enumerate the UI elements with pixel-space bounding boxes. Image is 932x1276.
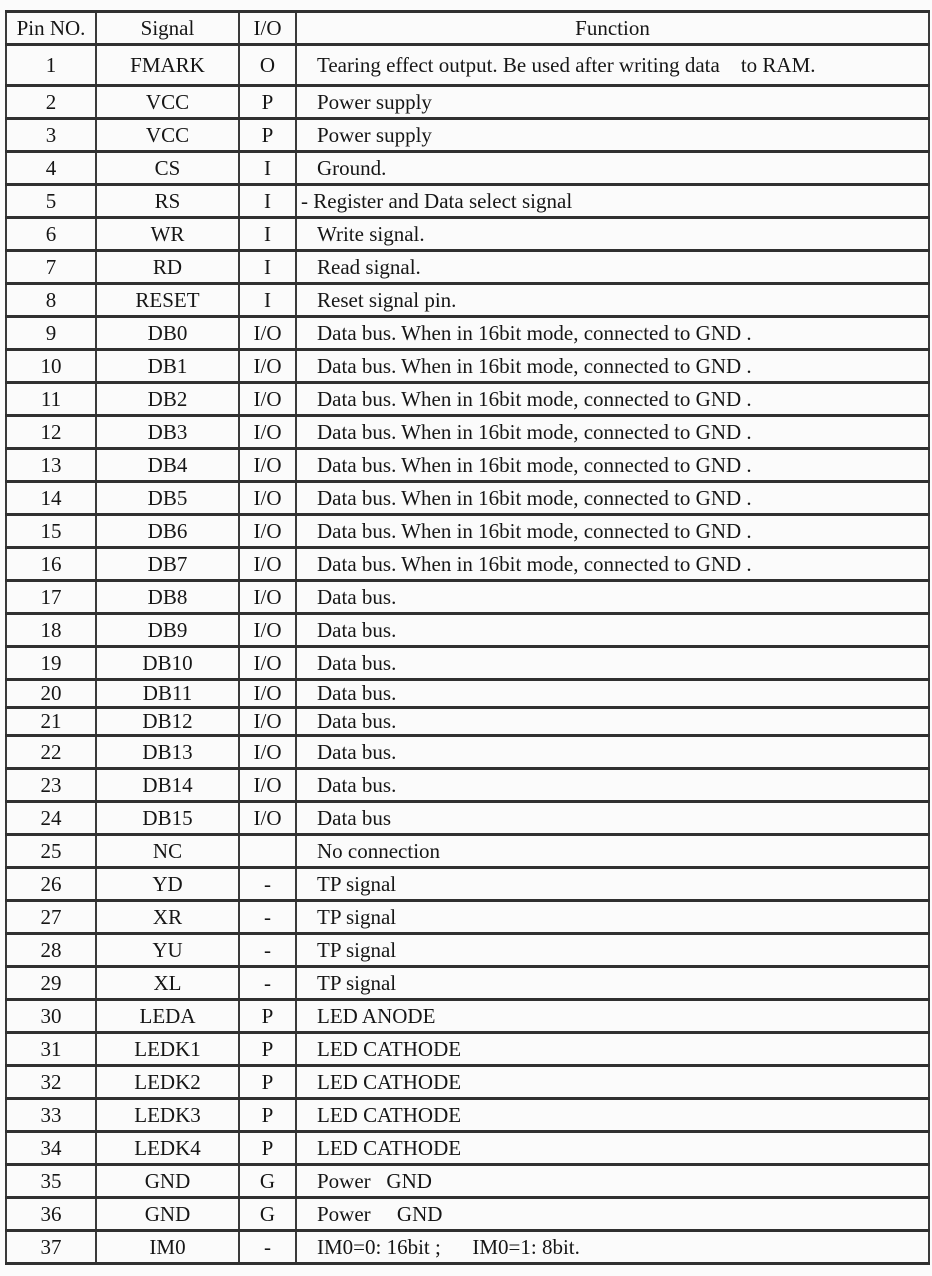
function-cell: Data bus. When in 16bit mode, connected to GND .	[296, 416, 929, 449]
io-cell: I	[239, 152, 296, 185]
function-cell: Power GND	[296, 1198, 929, 1231]
io-cell: P	[239, 1066, 296, 1099]
signal-cell: IM0	[96, 1231, 239, 1264]
io-cell: I/O	[239, 350, 296, 383]
pin-cell: 33	[6, 1099, 96, 1132]
io-cell: I	[239, 251, 296, 284]
signal-cell: DB13	[96, 736, 239, 769]
table-row	[6, 119, 929, 152]
table-row	[6, 680, 929, 708]
table-row	[6, 1000, 929, 1033]
signal-cell: LEDK2	[96, 1066, 239, 1099]
function-cell: TP signal	[296, 868, 929, 901]
table-row	[6, 1099, 929, 1132]
table-row	[6, 383, 929, 416]
io-cell: I/O	[239, 769, 296, 802]
function-cell: Data bus.	[296, 581, 929, 614]
function-cell: Data bus. When in 16bit mode, connected to GND .	[296, 383, 929, 416]
function-cell: Power GND	[296, 1165, 929, 1198]
signal-cell: LEDA	[96, 1000, 239, 1033]
pin-cell: 21	[6, 708, 96, 736]
pin-cell: 2	[6, 86, 96, 119]
pin-cell: 35	[6, 1165, 96, 1198]
pin-cell: 20	[6, 680, 96, 708]
signal-cell: DB15	[96, 802, 239, 835]
pin-cell: 36	[6, 1198, 96, 1231]
io-cell: I	[239, 218, 296, 251]
table-row	[6, 482, 929, 515]
function-cell: No connection	[296, 835, 929, 868]
pin-cell: 37	[6, 1231, 96, 1264]
pin-cell: 30	[6, 1000, 96, 1033]
table-row	[6, 45, 929, 86]
column-header-signal: Signal	[96, 12, 239, 45]
table-row	[6, 1231, 929, 1264]
function-cell: Data bus. When in 16bit mode, connected to GND .	[296, 515, 929, 548]
signal-cell: YD	[96, 868, 239, 901]
function-cell: Data bus.	[296, 769, 929, 802]
table-row	[6, 1033, 929, 1066]
pin-cell: 27	[6, 901, 96, 934]
table-row	[6, 548, 929, 581]
function-cell: Power supply	[296, 86, 929, 119]
pin-cell: 28	[6, 934, 96, 967]
table-row	[6, 647, 929, 680]
table-row	[6, 802, 929, 835]
table-row	[6, 449, 929, 482]
signal-cell: DB2	[96, 383, 239, 416]
function-cell: Write signal.	[296, 218, 929, 251]
function-cell: Read signal.	[296, 251, 929, 284]
signal-cell: DB14	[96, 769, 239, 802]
io-cell: I	[239, 185, 296, 218]
function-cell: Data bus. When in 16bit mode, connected to GND .	[296, 482, 929, 515]
pin-cell: 32	[6, 1066, 96, 1099]
table-row	[6, 581, 929, 614]
io-cell: I/O	[239, 802, 296, 835]
table-row	[6, 284, 929, 317]
table-body	[6, 45, 929, 1264]
signal-cell: RD	[96, 251, 239, 284]
io-cell: -	[239, 967, 296, 1000]
io-cell: -	[239, 934, 296, 967]
table-row	[6, 934, 929, 967]
pin-cell: 3	[6, 119, 96, 152]
function-cell: Data bus.	[296, 614, 929, 647]
signal-cell: LEDK3	[96, 1099, 239, 1132]
pin-cell: 34	[6, 1132, 96, 1165]
pin-cell: 23	[6, 769, 96, 802]
function-cell: Data bus. When in 16bit mode, connected to GND .	[296, 548, 929, 581]
function-cell: Power supply	[296, 119, 929, 152]
pin-cell: 7	[6, 251, 96, 284]
table-row	[6, 708, 929, 736]
function-cell: LED CATHODE	[296, 1132, 929, 1165]
pin-cell: 15	[6, 515, 96, 548]
table-row	[6, 185, 929, 218]
pin-cell: 12	[6, 416, 96, 449]
pin-cell: 4	[6, 152, 96, 185]
table-row	[6, 868, 929, 901]
signal-cell: DB7	[96, 548, 239, 581]
function-cell: Reset signal pin.	[296, 284, 929, 317]
table-row	[6, 515, 929, 548]
io-cell: G	[239, 1165, 296, 1198]
signal-cell: NC	[96, 835, 239, 868]
column-header-io: I/O	[239, 12, 296, 45]
table-row	[6, 835, 929, 868]
signal-cell: GND	[96, 1165, 239, 1198]
column-header-pin-no: Pin NO.	[6, 12, 96, 45]
pin-cell: 13	[6, 449, 96, 482]
signal-cell: DB12	[96, 708, 239, 736]
io-cell: I/O	[239, 708, 296, 736]
table-row	[6, 416, 929, 449]
function-cell: Data bus.	[296, 647, 929, 680]
table-row	[6, 736, 929, 769]
io-cell: P	[239, 1132, 296, 1165]
table-row	[6, 218, 929, 251]
column-header-function: Function	[296, 12, 929, 45]
header-row	[6, 12, 929, 45]
table-row	[6, 1165, 929, 1198]
function-cell: LED CATHODE	[296, 1033, 929, 1066]
pin-cell: 22	[6, 736, 96, 769]
table-row	[6, 317, 929, 350]
function-cell: TP signal	[296, 901, 929, 934]
signal-cell: DB8	[96, 581, 239, 614]
io-cell: P	[239, 1099, 296, 1132]
pin-cell: 8	[6, 284, 96, 317]
signal-cell: WR	[96, 218, 239, 251]
io-cell: I/O	[239, 548, 296, 581]
pin-cell: 31	[6, 1033, 96, 1066]
pin-cell: 1	[6, 45, 96, 86]
signal-cell: DB1	[96, 350, 239, 383]
function-cell: - Register and Data select signal	[296, 185, 929, 218]
pin-function-table	[5, 10, 930, 1265]
pin-cell: 11	[6, 383, 96, 416]
function-cell: IM0=0: 16bit ; IM0=1: 8bit.	[296, 1231, 929, 1264]
function-cell: Data bus.	[296, 736, 929, 769]
io-cell: I/O	[239, 482, 296, 515]
io-cell: I/O	[239, 416, 296, 449]
signal-cell: RS	[96, 185, 239, 218]
table-row	[6, 350, 929, 383]
io-cell: I/O	[239, 647, 296, 680]
io-cell: O	[239, 45, 296, 86]
signal-cell: DB6	[96, 515, 239, 548]
function-cell: LED CATHODE	[296, 1066, 929, 1099]
function-cell: LED ANODE	[296, 1000, 929, 1033]
table-row	[6, 1066, 929, 1099]
pin-cell: 17	[6, 581, 96, 614]
pin-cell: 9	[6, 317, 96, 350]
pin-cell: 26	[6, 868, 96, 901]
table-row	[6, 614, 929, 647]
io-cell: P	[239, 86, 296, 119]
signal-cell: DB3	[96, 416, 239, 449]
io-cell: I/O	[239, 581, 296, 614]
pin-cell: 29	[6, 967, 96, 1000]
pin-cell: 19	[6, 647, 96, 680]
pin-cell: 10	[6, 350, 96, 383]
signal-cell: FMARK	[96, 45, 239, 86]
pin-cell: 6	[6, 218, 96, 251]
table-row	[6, 1132, 929, 1165]
io-cell: P	[239, 119, 296, 152]
function-cell: TP signal	[296, 967, 929, 1000]
table-row	[6, 152, 929, 185]
table-row	[6, 769, 929, 802]
signal-cell: XR	[96, 901, 239, 934]
io-cell: -	[239, 901, 296, 934]
function-cell: Data bus.	[296, 708, 929, 736]
signal-cell: RESET	[96, 284, 239, 317]
signal-cell: DB11	[96, 680, 239, 708]
signal-cell: VCC	[96, 119, 239, 152]
signal-cell: YU	[96, 934, 239, 967]
signal-cell: LEDK1	[96, 1033, 239, 1066]
signal-cell: DB9	[96, 614, 239, 647]
io-cell: I/O	[239, 680, 296, 708]
table-row	[6, 901, 929, 934]
signal-cell: XL	[96, 967, 239, 1000]
table-row	[6, 86, 929, 119]
signal-cell: DB4	[96, 449, 239, 482]
pin-cell: 18	[6, 614, 96, 647]
signal-cell: DB0	[96, 317, 239, 350]
function-cell: Ground.	[296, 152, 929, 185]
function-cell: Tearing effect output. Be used after writing data to RAM.	[296, 45, 929, 86]
io-cell: G	[239, 1198, 296, 1231]
pin-cell: 25	[6, 835, 96, 868]
signal-cell: VCC	[96, 86, 239, 119]
io-cell: I	[239, 284, 296, 317]
signal-cell: GND	[96, 1198, 239, 1231]
io-cell: -	[239, 868, 296, 901]
pin-cell: 14	[6, 482, 96, 515]
io-cell: I/O	[239, 614, 296, 647]
table-row	[6, 251, 929, 284]
signal-cell: LEDK4	[96, 1132, 239, 1165]
table-row	[6, 967, 929, 1000]
io-cell: P	[239, 1000, 296, 1033]
io-cell: P	[239, 1033, 296, 1066]
function-cell: Data bus.	[296, 680, 929, 708]
pin-cell: 5	[6, 185, 96, 218]
signal-cell: CS	[96, 152, 239, 185]
function-cell: Data bus	[296, 802, 929, 835]
table-header	[6, 12, 929, 45]
io-cell: -	[239, 1231, 296, 1264]
io-cell: I/O	[239, 383, 296, 416]
function-cell: Data bus. When in 16bit mode, connected to GND .	[296, 317, 929, 350]
pin-cell: 16	[6, 548, 96, 581]
io-cell: I/O	[239, 317, 296, 350]
function-cell: LED CATHODE	[296, 1099, 929, 1132]
function-cell: TP signal	[296, 934, 929, 967]
pin-cell: 24	[6, 802, 96, 835]
io-cell: I/O	[239, 449, 296, 482]
table-row	[6, 1198, 929, 1231]
io-cell: I/O	[239, 736, 296, 769]
signal-cell: DB10	[96, 647, 239, 680]
function-cell: Data bus. When in 16bit mode, connected to GND .	[296, 350, 929, 383]
function-cell: Data bus. When in 16bit mode, connected to GND .	[296, 449, 929, 482]
io-cell: I/O	[239, 515, 296, 548]
io-cell	[239, 835, 296, 868]
signal-cell: DB5	[96, 482, 239, 515]
